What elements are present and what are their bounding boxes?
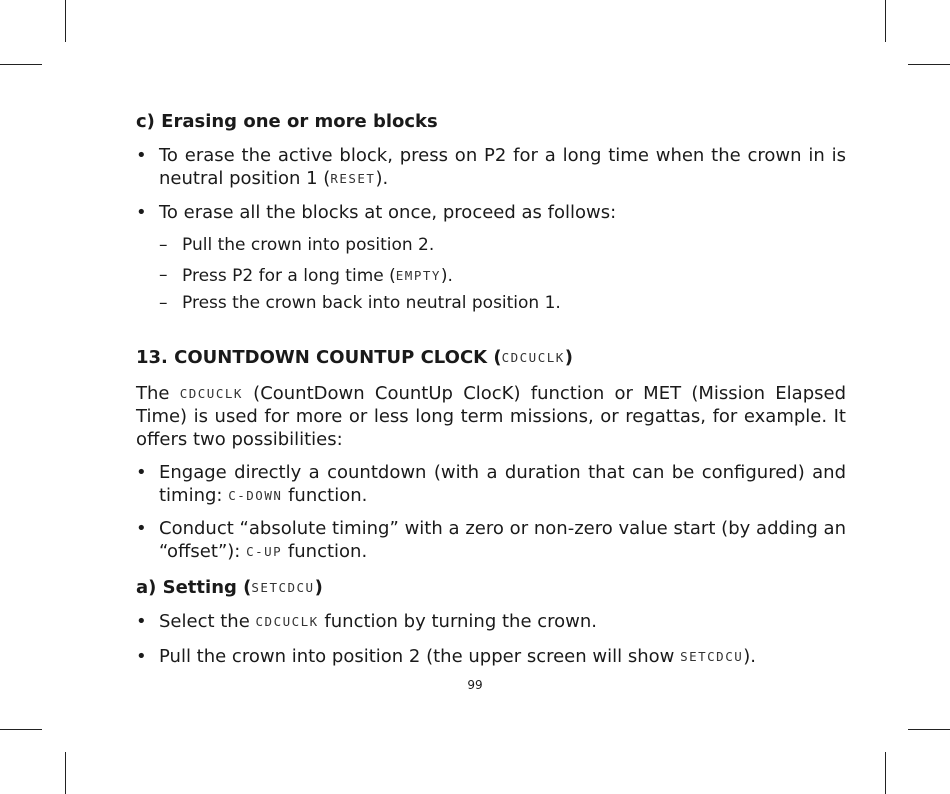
text: ). bbox=[375, 168, 389, 189]
lcd-text-empty: EMPTY bbox=[395, 268, 441, 283]
bullet-glyph: • bbox=[136, 202, 147, 223]
section-a-title bbox=[136, 576, 323, 599]
dash-glyph: – bbox=[159, 235, 168, 255]
text: (CountDown CountUp ClocK) function or MET (Mission Elapsed bbox=[242, 383, 846, 404]
lcd-text-cdcuclk: CDCUCLK bbox=[255, 614, 319, 629]
lcd-text-setcdcu: SETCDCU bbox=[251, 580, 315, 595]
crop-mark bbox=[908, 64, 950, 65]
bullet-glyph: • bbox=[136, 646, 147, 667]
text: Press P2 for a long time ( bbox=[182, 266, 396, 286]
text: neutral position 1 ( bbox=[159, 168, 331, 189]
text: function. bbox=[282, 485, 368, 506]
lcd-text-c-up: C-UP bbox=[246, 544, 283, 559]
text: a) Setting ( bbox=[136, 577, 252, 598]
dash-glyph: – bbox=[159, 265, 168, 285]
bullet-1-line-2 bbox=[159, 167, 388, 190]
bullet-3-line-1: Engage directly a countdown (with a duration that can be configured) and bbox=[159, 462, 846, 483]
text: Pull the crown into position 2 (the upper screen will show bbox=[159, 646, 681, 667]
bullet-1-line-1: To erase the active block, press on P2 for a long time when the crown in is bbox=[159, 145, 846, 166]
crop-mark bbox=[0, 64, 42, 65]
bullet-glyph: • bbox=[136, 611, 147, 632]
paragraph-line-3: offers two possibilities: bbox=[136, 429, 343, 450]
text: “offset”): bbox=[159, 541, 247, 562]
section-13-heading bbox=[136, 346, 573, 369]
text: function by turning the crown. bbox=[318, 611, 598, 632]
crop-mark bbox=[885, 752, 886, 794]
bullet-6 bbox=[159, 645, 756, 668]
text: Select the bbox=[159, 611, 256, 632]
page-number: 99 bbox=[467, 678, 483, 692]
text: ). bbox=[743, 646, 757, 667]
bullet-5 bbox=[159, 610, 597, 633]
text: ) bbox=[564, 347, 574, 368]
crop-mark bbox=[0, 729, 42, 730]
text: function. bbox=[282, 541, 368, 562]
text: The bbox=[136, 383, 180, 404]
text: 13. COUNTDOWN COUNTUP CLOCK ( bbox=[136, 347, 502, 368]
text: timing: bbox=[159, 485, 229, 506]
dash-item-3: Press the crown back into neutral position 1. bbox=[182, 293, 561, 313]
bullet-glyph: • bbox=[136, 518, 147, 539]
bullet-4-line-1: Conduct “absolute timing” with a zero or non-zero value start (by adding an bbox=[159, 518, 846, 539]
bullet-4-line-2 bbox=[159, 540, 367, 563]
text: ). bbox=[440, 266, 453, 286]
section-c-title: c) Erasing one or more blocks bbox=[136, 111, 438, 132]
crop-mark bbox=[65, 0, 66, 42]
paragraph-line-1 bbox=[136, 382, 846, 405]
lcd-text-setcdcu: SETCDCU bbox=[680, 649, 744, 664]
bullet-3-line-2 bbox=[159, 484, 367, 507]
dash-item-2 bbox=[182, 264, 453, 288]
bullet-glyph: • bbox=[136, 145, 147, 166]
crop-mark bbox=[885, 0, 886, 42]
crop-mark bbox=[65, 752, 66, 794]
lcd-text-reset: RESET bbox=[330, 171, 376, 186]
paragraph-line-2: Time) is used for more or less long term missions, or regattas, for example. It bbox=[136, 406, 846, 427]
lcd-text-c-down: C-DOWN bbox=[228, 488, 283, 503]
crop-mark bbox=[908, 729, 950, 730]
lcd-text-cdcuclk: CDCUCLK bbox=[179, 386, 243, 401]
dash-item-1: Pull the crown into position 2. bbox=[182, 235, 435, 255]
text: ) bbox=[314, 577, 323, 598]
lcd-text-cdcuclk: CDCUCLK bbox=[501, 350, 565, 365]
bullet-2: To erase all the blocks at once, proceed as follows: bbox=[159, 202, 617, 223]
dash-glyph: – bbox=[159, 293, 168, 313]
bullet-glyph: • bbox=[136, 462, 147, 483]
